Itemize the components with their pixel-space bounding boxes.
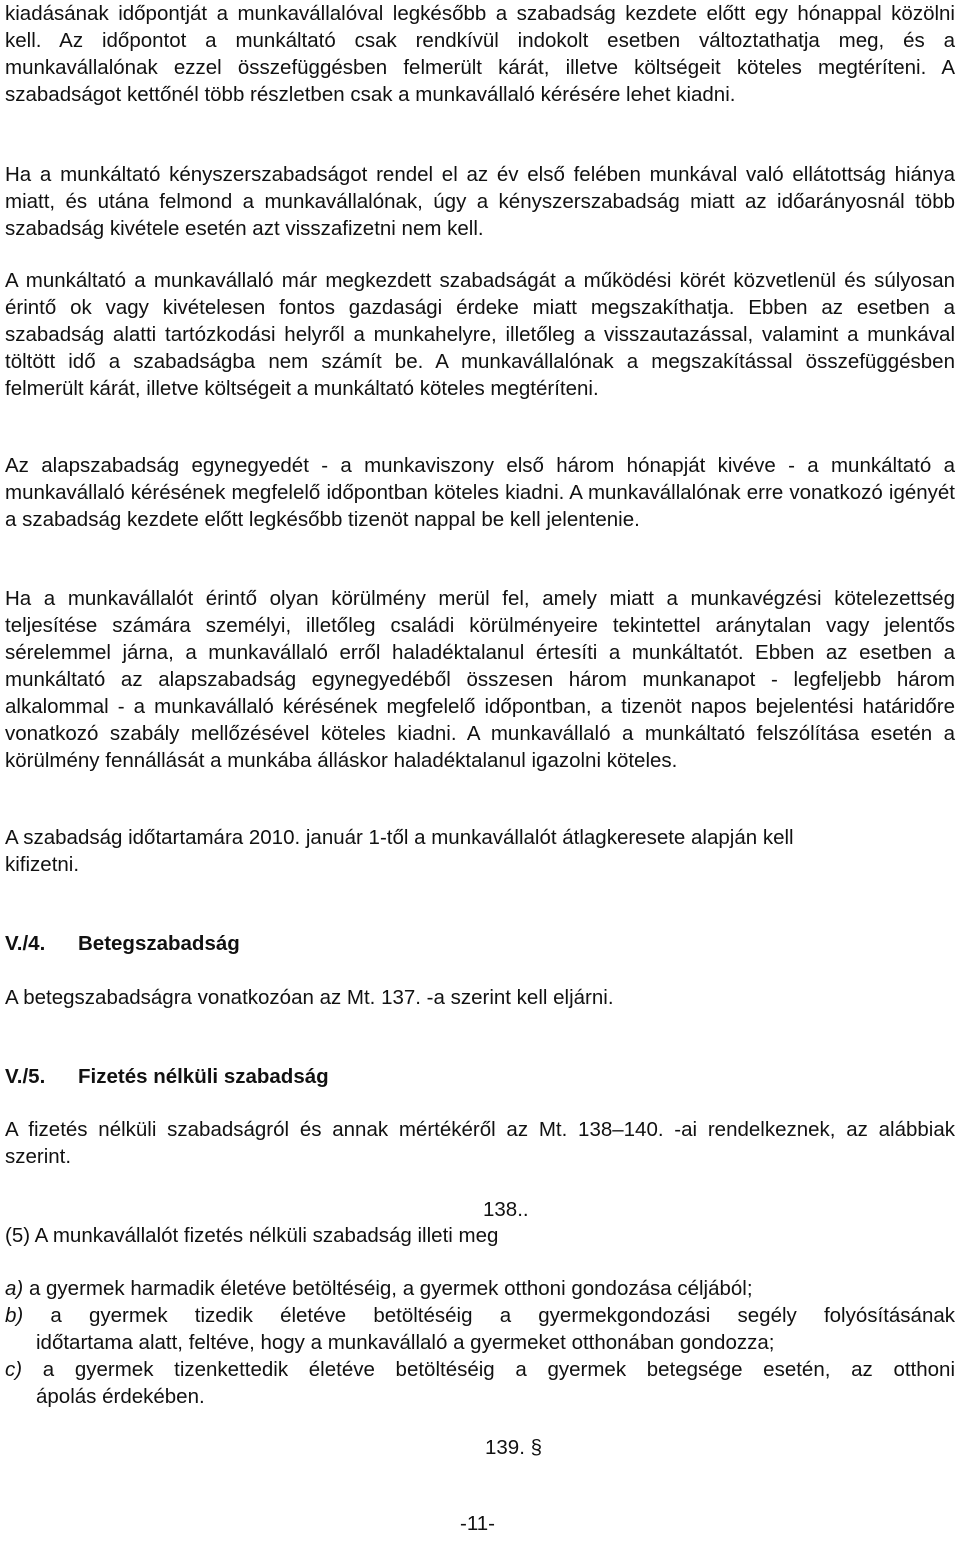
list-text-continued: ápolás érdekében.: [36, 1385, 205, 1408]
section-number: V./5.: [5, 1065, 46, 1088]
section-heading-unpaid-leave: [5, 1063, 329, 1090]
section-title: Betegszabadság: [78, 932, 240, 955]
list-text: a gyermek harmadik életéve betöltéséig, a gyermek otthoni gondozása céljából;: [28, 1277, 753, 1300]
section-number: V./4.: [5, 932, 46, 955]
paragraph-forced-leave: Ha a munkáltató kényszerszabadságot rendel el az év első felében munkával való ellátottság hiánya miatt, és utána felmond a munkavállalónak, úgy a kényszerszabadság miatt az időarányosnál több szabadság kivétele esetén azt visszafizetni nem kell.: [5, 163, 955, 240]
list-item-c: [5, 1356, 955, 1410]
list-letter: b): [5, 1304, 24, 1327]
section-paragraph-138: 138..: [483, 1198, 529, 1221]
paragraph-sick-leave: A betegszabadságra vonatkozóan az Mt. 137. -a szerint kell eljárni.: [5, 986, 614, 1009]
paragraph-leave-pay: [5, 824, 955, 878]
paragraph-unpaid-leave: A fizetés nélküli szabadságról és annak mértékéről az Mt. 138–140. -ai rendelkeznek, az alábbiak szerint.: [5, 1118, 955, 1168]
list-item-b: [5, 1302, 955, 1356]
list-letter: a): [5, 1277, 24, 1300]
list-letter: c): [5, 1358, 23, 1381]
section-title: Fizetés nélküli szabadság: [78, 1065, 329, 1088]
leave-pay-line-1: A szabadság időtartamára 2010. január 1-től a munkavállalót átlagkeresete alapján kell: [5, 826, 794, 849]
list-text: a gyermek tizenkettedik életéve betöltéséig a gyermek betegsége esetén, az otthoni: [42, 1358, 955, 1381]
paragraph-leave-scheduling: kiadásának időpontját a munkavállalóval legkésőbb a szabadság kezdete előtt egy hónappal közölni kell. Az időpontot a munkáltató csak rendkívül indokolt esetben változtathatja meg, és a munkavállalónak ezzel összefüggésben felmerült kárát, illetve költségeit köteles megtéríteni. A szabadságot kettőnél több részletben csak a munkavállaló kérésére lehet kiadni.: [5, 2, 955, 106]
paragraph-quarter-leave: Az alapszabadság egynegyedét - a munkaviszony első három hónapját kivéve - a munkáltató a munkavállaló kérésének megfelelő időpontban köteles kiadni. A munkavállalónak erre vonatkozó igényét a szabadság kezdete előtt legkésőbb tizenöt nappal be kell jelentenie.: [5, 454, 955, 531]
section-paragraph-139: 139. §: [485, 1436, 543, 1459]
paragraph-leave-interruption: A munkáltató a munkavállaló már megkezdett szabadságát a működési körét közvetlenül és súlyosan érintő ok vagy kivételesen fontos gazdasági érdeke miatt megszakíthatja. Ebben az esetben a szabadság alatti tartózkodási helyről a munkahelyre, illetőleg a visszautazással, valamint a munkával töltött idő a szabadságba nem számít be. A munkavállalónak a megszakítással összefüggésben felmerült kárát, illetve költségeit a munkáltató köteles megtéríteni.: [5, 269, 955, 400]
list-text: a gyermek tizedik életéve betöltéséig a gyermekgondozási segély folyósításának: [50, 1304, 955, 1327]
section-heading-sick-leave: [5, 930, 240, 957]
paragraph-personal-circumstances: Ha a munkavállalót érintő olyan körülmény merül fel, amely miatt a munkavégzési kötelezettség teljesítése számára személyi, illetőleg családi körülményeire tekintettel aránytalan vagy jelentős sérelemmel járna, a munkavállaló erről haladéktalanul értesíti a munkáltatót. Ebben az esetben a munkáltató az alapszabadság egynegyedéből összesen három munkanapot - legfeljebb három alkalommal - a munkavállaló kérésének megfelelő időpontban, a tizenöt napos bejelentési határidőre vonatkozó szabály mellőzésével köteles kiadni. A munkavállaló a munkáltató felszólítása esetén a körülmény fennállását a munkába álláskor haladéktalanul igazolni köteles.: [5, 587, 955, 772]
list-item-a: [5, 1275, 955, 1302]
section-sign-icon: §: [530, 1436, 543, 1459]
leave-pay-line-2: kifizetni.: [5, 853, 80, 876]
list-text-continued: időtartama alatt, feltéve, hogy a munkavállaló a gyermeket otthonában gondozza;: [36, 1331, 775, 1354]
page-number: -11-: [460, 1512, 495, 1535]
paragraph-unpaid-entitlement: (5) A munkavállalót fizetés nélküli szabadság illeti meg: [5, 1224, 499, 1247]
